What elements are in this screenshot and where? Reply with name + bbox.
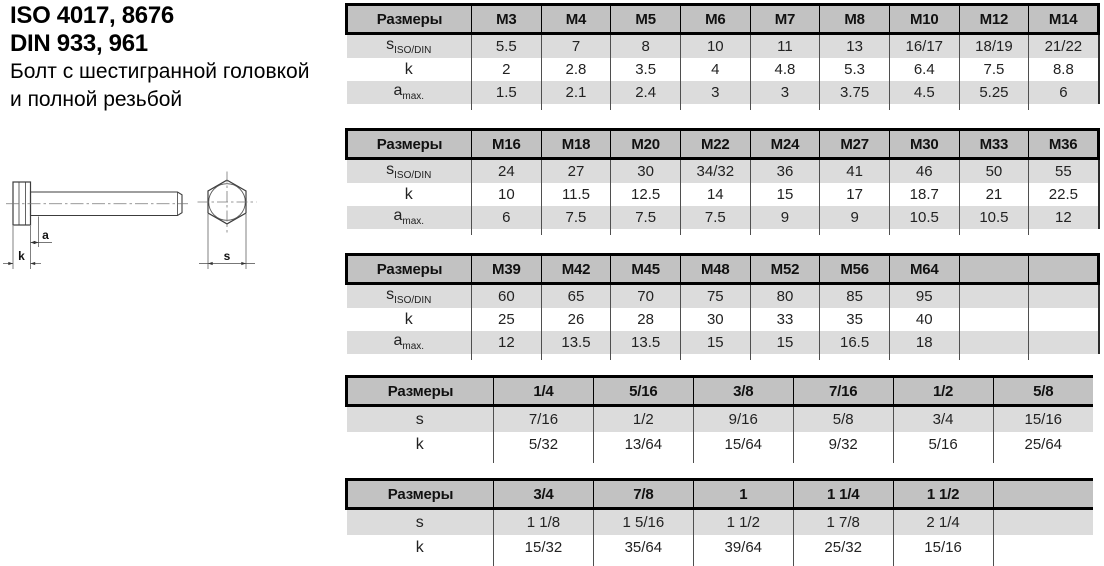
value-cell: 28 [611,308,681,331]
value-cell: 2.8 [541,58,611,81]
value-cell: 3/4 [893,406,993,433]
row-label-a: $a_{max.}$ [347,206,472,229]
product-description-line1: Болт с шестигранной головкой [10,60,310,83]
size-header-cell: M56 [820,255,890,284]
value-cell: 1 1/2 [693,509,793,536]
overhang-cell [680,354,750,360]
overhang-cell [959,104,1029,110]
value-cell: 60 [472,284,542,309]
arrowhead-right [8,262,13,265]
value-cell: 12.5 [611,183,681,206]
din-standard-title: DIN 933, 961 [10,30,148,57]
value-cell: 36 [750,159,820,184]
inch-table-quarter-58 [345,375,1093,463]
overhang-cell [347,354,472,360]
table-row-s [347,34,1099,59]
table-row-k [347,432,1094,457]
value-cell: 16/17 [889,34,959,59]
size-header-cell: M8 [820,5,890,34]
size-header-cell: M30 [889,130,959,159]
value-cell: 46 [889,159,959,184]
overhang-cell [750,354,820,360]
value-cell: 11 [750,34,820,59]
value-cell: 9 [820,206,890,229]
overhang-cell [593,457,693,463]
value-cell: 13/64 [593,432,693,457]
value-cell: 3 [680,81,750,104]
bolt-technical-drawing [0,168,270,283]
size-header-cell: M4 [541,5,611,34]
value-cell: 55 [1029,159,1099,184]
size-header-cell: M16 [472,130,542,159]
value-cell: 13.5 [541,331,611,354]
product-description-line2: и полной резьбой [10,88,183,111]
table-border-overhang [347,229,1099,235]
value-cell: 5.3 [820,58,890,81]
value-cell: 25/32 [793,535,893,560]
value-cell: 1 1/8 [494,509,594,536]
row-label-s: $s_{ISO/DIN}$ [347,284,472,309]
size-header-cell: 1 [693,480,793,509]
value-cell: 25/64 [993,432,1093,457]
overhang-cell [611,354,681,360]
size-header-cell [993,480,1093,509]
size-header-cell: M48 [680,255,750,284]
table-header-row [347,130,1099,159]
overhang-cell [472,229,542,235]
size-header-cell: 3/4 [494,480,594,509]
size-header-cell: M36 [1029,130,1099,159]
value-cell: 65 [541,284,611,309]
overhang-cell [347,560,494,566]
value-cell: 15/16 [893,535,993,560]
value-cell: 5/32 [494,432,594,457]
value-cell: 75 [680,284,750,309]
row-label-s: $s_{ISO/DIN}$ [347,159,472,184]
value-cell: 7.5 [611,206,681,229]
table-header-row [347,480,1094,509]
overhang-cell [494,560,594,566]
overhang-cell [993,457,1093,463]
table-header-row [347,255,1099,284]
value-cell: 4.8 [750,58,820,81]
table-header-row [347,377,1094,406]
value-cell: 5.25 [959,81,1029,104]
table-row-a [347,81,1099,104]
value-cell: 70 [611,284,681,309]
value-cell: 16.5 [820,331,890,354]
title-block [10,2,309,114]
value-cell: 13.5 [611,331,681,354]
size-header-cell: 1 1/2 [893,480,993,509]
row-label-k: k [415,538,424,556]
size-header-cell: 5/16 [593,377,693,406]
value-cell: 30 [611,159,681,184]
overhang-cell [793,560,893,566]
overhang-cell [1029,104,1099,110]
overhang-cell [820,104,890,110]
table-border-overhang [347,457,1094,463]
overhang-cell [889,354,959,360]
value-cell: 80 [750,284,820,309]
value-cell: 12 [1029,206,1099,229]
size-header-cell: M14 [1029,5,1099,34]
overhang-cell [693,560,793,566]
value-cell: 26 [541,308,611,331]
dimension-table [345,128,1100,235]
value-cell: 7.5 [959,58,1029,81]
value-cell: 35 [820,308,890,331]
value-cell: 5/16 [893,432,993,457]
overhang-cell [693,457,793,463]
dimension-k-label: k [18,249,25,263]
dimension-a [31,217,53,270]
size-header-cell: M24 [750,130,820,159]
overhang-cell [541,104,611,110]
value-cell: 11.5 [541,183,611,206]
dimension-table [345,478,1093,566]
value-cell: 14 [680,183,750,206]
overhang-cell [472,354,542,360]
value-cell: 1.5 [472,81,542,104]
row-label-k: k [415,435,424,453]
table-row-a [347,331,1099,354]
value-cell: 2.4 [611,81,681,104]
value-cell: 2 [472,58,542,81]
value-cell: 15 [680,331,750,354]
value-cell: 13 [820,34,890,59]
value-cell: 17 [820,183,890,206]
table-header-row [347,5,1099,34]
size-header-cell: M45 [611,255,681,284]
value-cell: 21/22 [1029,34,1099,59]
value-cell: 33 [750,308,820,331]
size-header-cell: M20 [611,130,681,159]
dimension-table [345,375,1093,463]
overhang-cell [680,104,750,110]
overhang-cell [893,457,993,463]
size-header-cell [959,255,1029,284]
size-header-cell: M10 [889,5,959,34]
value-cell: 5.5 [472,34,542,59]
row-label-a: $a_{max.}$ [347,331,472,354]
table-row-k [347,58,1099,81]
arrowhead-left [31,262,36,265]
sizes-column-header: Размеры [347,255,472,284]
size-header-cell: M12 [959,5,1029,34]
value-cell: 7.5 [541,206,611,229]
value-cell: 2 1/4 [893,509,993,536]
size-header-cell: M22 [680,130,750,159]
overhang-cell [820,354,890,360]
sizes-column-header: Размеры [347,480,494,509]
value-cell: 12 [472,331,542,354]
value-cell: 6.4 [889,58,959,81]
value-cell: 10 [680,34,750,59]
row-label-k: k [404,60,413,78]
overhang-cell [347,457,494,463]
inch-table-34-112 [345,478,1093,566]
iso-standard-title: ISO 4017, 8676 [10,2,174,29]
row-label-s: s [347,509,494,536]
dimension-s-label: s [223,249,231,263]
size-header-cell: M6 [680,5,750,34]
value-cell: 10 [472,183,542,206]
bolt-end-view [198,172,257,233]
value-cell: 30 [680,308,750,331]
dimension-table [345,3,1100,110]
overhang-cell [593,560,693,566]
value-cell: 18.7 [889,183,959,206]
value-cell: 21 [959,183,1029,206]
value-cell: 9/32 [793,432,893,457]
value-cell: 1 5/16 [593,509,693,536]
size-header-cell [1029,255,1099,284]
row-label-a: $a_{max.}$ [347,81,472,104]
size-header-cell: 1 1/4 [793,480,893,509]
size-header-cell: 1/4 [494,377,594,406]
overhang-cell [959,354,1029,360]
arrowhead-left [208,262,213,265]
size-header-cell: M52 [750,255,820,284]
value-cell: 18/19 [959,34,1029,59]
overhang-cell [889,104,959,110]
value-cell: 15/64 [693,432,793,457]
metric-table-m16-m36 [345,128,1100,235]
value-cell: 10.5 [889,206,959,229]
overhang-cell [347,104,472,110]
size-header-cell: M18 [541,130,611,159]
overhang-cell [611,104,681,110]
table-row-a [347,206,1099,229]
value-cell: 10.5 [959,206,1029,229]
bolt-side-view [6,182,188,225]
value-cell: 3 [750,81,820,104]
value-cell: 25 [472,308,542,331]
value-cell: 15/32 [494,535,594,560]
value-cell: 15 [750,331,820,354]
size-header-cell: M33 [959,130,1029,159]
value-cell: 95 [889,284,959,309]
overhang-cell [541,354,611,360]
value-cell: 4 [680,58,750,81]
value-cell: 3.5 [611,58,681,81]
value-cell: 8.8 [1029,58,1099,81]
value-cell: 8 [611,34,681,59]
value-cell: 1/2 [593,406,693,433]
overhang-cell [793,457,893,463]
size-header-cell: 3/8 [693,377,793,406]
overhang-cell [889,229,959,235]
overhang-cell [1029,354,1099,360]
value-cell: 6 [1029,81,1099,104]
dimension-a-label: a [42,228,49,242]
value-cell [993,509,1093,536]
value-cell: 39/64 [693,535,793,560]
sizes-column-header: Размеры [347,377,494,406]
overhang-cell [611,229,681,235]
size-header-cell: M27 [820,130,890,159]
size-header-cell: 1/2 [893,377,993,406]
value-cell: 9 [750,206,820,229]
metric-table-m39-m64 [345,253,1100,360]
row-label-s: $s_{ISO/DIN}$ [347,34,472,59]
overhang-cell [494,457,594,463]
size-header-cell: 7/8 [593,480,693,509]
value-cell: 27 [541,159,611,184]
value-cell [1029,331,1099,354]
sizes-column-header: Размеры [347,5,472,34]
overhang-cell [820,229,890,235]
overhang-cell [959,229,1029,235]
overhang-cell [472,104,542,110]
overhang-cell [541,229,611,235]
table-border-overhang [347,104,1099,110]
size-header-cell: M39 [472,255,542,284]
size-header-cell: M3 [472,5,542,34]
size-header-cell: M7 [750,5,820,34]
value-cell: 4.5 [889,81,959,104]
table-row-k [347,308,1099,331]
value-cell: 22.5 [1029,183,1099,206]
table-row-s [347,406,1094,433]
overhang-cell [993,560,1093,566]
overhang-cell [680,229,750,235]
overhang-cell [1029,229,1099,235]
value-cell: 40 [889,308,959,331]
value-cell: 7 [541,34,611,59]
value-cell [959,308,1029,331]
overhang-cell [893,560,993,566]
value-cell: 85 [820,284,890,309]
value-cell [993,535,1093,560]
size-header-cell: M5 [611,5,681,34]
arrowhead-right [241,262,246,265]
value-cell: 3.75 [820,81,890,104]
value-cell: 9/16 [693,406,793,433]
row-label-s: s [347,406,494,433]
value-cell: 15 [750,183,820,206]
row-label-k: k [404,310,413,328]
sizes-column-header: Размеры [347,130,472,159]
arrowhead-right [34,241,39,244]
table-row-k [347,183,1099,206]
value-cell: 5/8 [793,406,893,433]
size-header-cell: M42 [541,255,611,284]
table-border-overhang [347,560,1094,566]
overhang-cell [347,229,472,235]
value-cell: 34/32 [680,159,750,184]
table-row-k [347,535,1094,560]
row-label-k: k [404,185,413,203]
value-cell [1029,308,1099,331]
dimension-table [345,253,1100,360]
value-cell: 7/16 [494,406,594,433]
value-cell [959,284,1029,309]
value-cell: 15/16 [993,406,1093,433]
value-cell: 24 [472,159,542,184]
size-header-cell: 5/8 [993,377,1093,406]
size-header-cell: 7/16 [793,377,893,406]
value-cell: 2.1 [541,81,611,104]
overhang-cell [750,229,820,235]
value-cell: 35/64 [593,535,693,560]
overhang-cell [750,104,820,110]
value-cell: 41 [820,159,890,184]
table-border-overhang [347,354,1099,360]
size-header-cell: M64 [889,255,959,284]
value-cell: 7.5 [680,206,750,229]
value-cell: 1 7/8 [793,509,893,536]
table-row-s [347,159,1099,184]
value-cell: 6 [472,206,542,229]
metric-table-m3-m14 [345,3,1100,110]
value-cell [1029,284,1099,309]
table-row-s [347,284,1099,309]
value-cell: 18 [889,331,959,354]
value-cell: 50 [959,159,1029,184]
value-cell [959,331,1029,354]
table-row-s [347,509,1094,536]
